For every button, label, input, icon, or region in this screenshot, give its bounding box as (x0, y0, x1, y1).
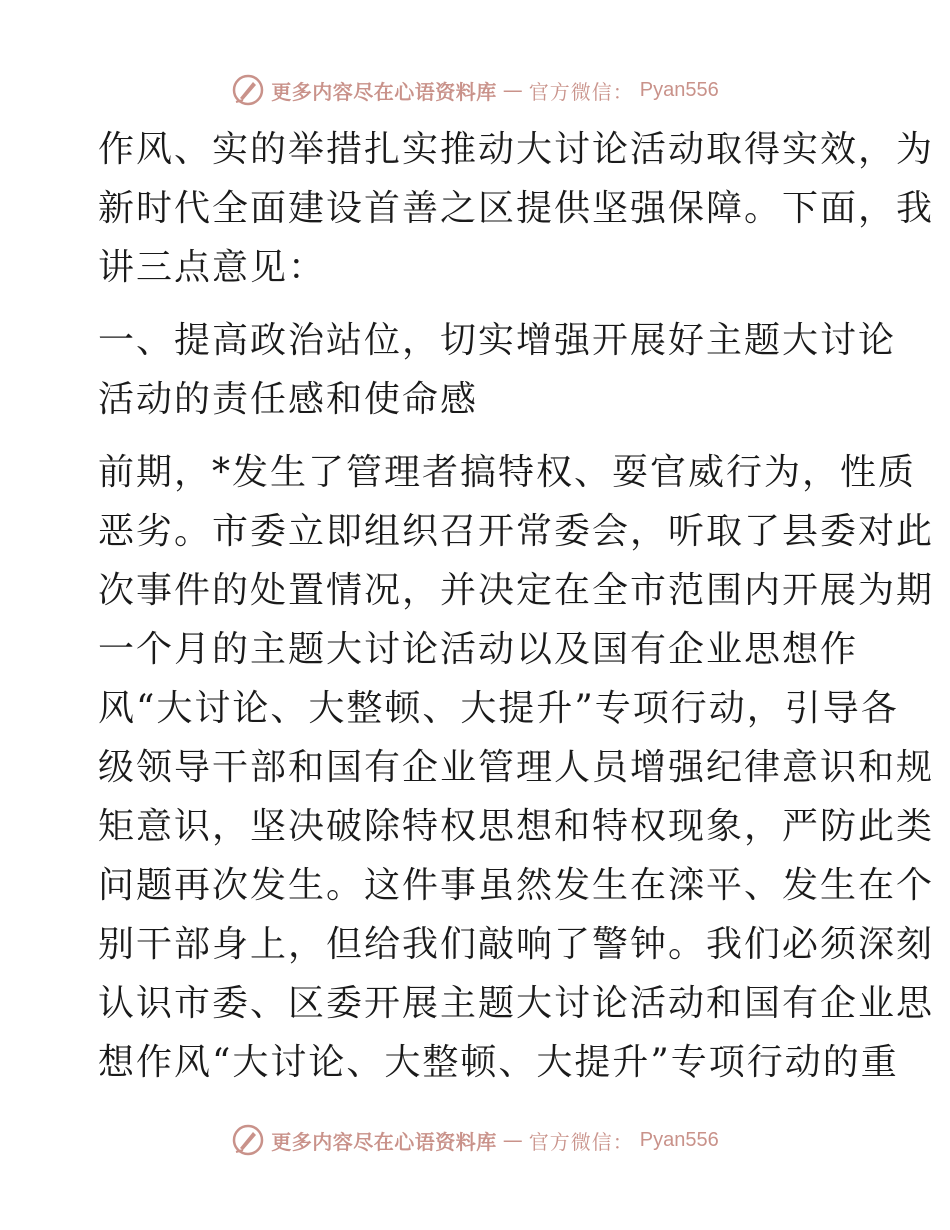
document-body (98, 120, 935, 1092)
text-line: 级领导干部和国有企业管理人员增强纪律意识和规 (98, 747, 935, 788)
paragraph-body (98, 443, 935, 1092)
text-line: 讲三点意见： (98, 247, 327, 288)
footer-watermark (0, 1120, 950, 1160)
text-line: 问题再次发生。这件事虽然发生在滦平、发生在个 (98, 865, 935, 906)
quill-pen-logo-icon (231, 73, 265, 107)
text-line: 别干部身上，但给我们敲响了警钟。我们必须深刻 (98, 924, 935, 965)
text-line: 认识市委、区委开展主题大讨论活动和国有企业思 (98, 983, 935, 1024)
text-line: 想作风“大讨论、大整顿、大提升”专项行动的重 (98, 1042, 899, 1083)
watermark-dash: — (502, 1128, 523, 1152)
watermark-brand-text: 更多内容尽在心语资料库 (271, 1129, 497, 1154)
header-watermark (0, 70, 950, 110)
watermark-wechat-label: 官方微信： (528, 1129, 634, 1154)
watermark-dash: — (502, 78, 523, 102)
text-line: 次事件的处置情况，并决定在全市范围内开展为期 (98, 570, 935, 611)
heading-line: 活动的责任感和使命感 (98, 379, 479, 420)
watermark-wechat-id: Pyan556 (639, 1128, 719, 1151)
section-heading (98, 311, 897, 429)
text-line: 前期，*发生了管理者搞特权、耍官威行为，性质 (98, 452, 917, 493)
paragraph-intro (98, 120, 935, 297)
text-line: 作风、实的举措扎实推动大讨论活动取得实效，为 (98, 129, 935, 170)
quill-pen-logo-icon (231, 1123, 265, 1157)
heading-line: 一、提高政治站位，切实增强开展好主题大讨论 (98, 320, 897, 361)
watermark-wechat-id: Pyan556 (639, 78, 719, 101)
watermark-brand-text: 更多内容尽在心语资料库 (271, 79, 497, 104)
text-line: 新时代全面建设首善之区提供坚强保障。下面，我 (98, 188, 935, 229)
watermark-wechat-label: 官方微信： (528, 79, 634, 104)
text-line: 矩意识，坚决破除特权思想和特权现象，严防此类 (98, 806, 935, 847)
text-line: 风“大讨论、大整顿、大提升”专项行动，引导各 (98, 688, 899, 729)
text-line: 恶劣。市委立即组织召开常委会，听取了县委对此 (98, 511, 935, 552)
text-line: 一个月的主题大讨论活动以及国有企业思想作 (98, 629, 859, 670)
